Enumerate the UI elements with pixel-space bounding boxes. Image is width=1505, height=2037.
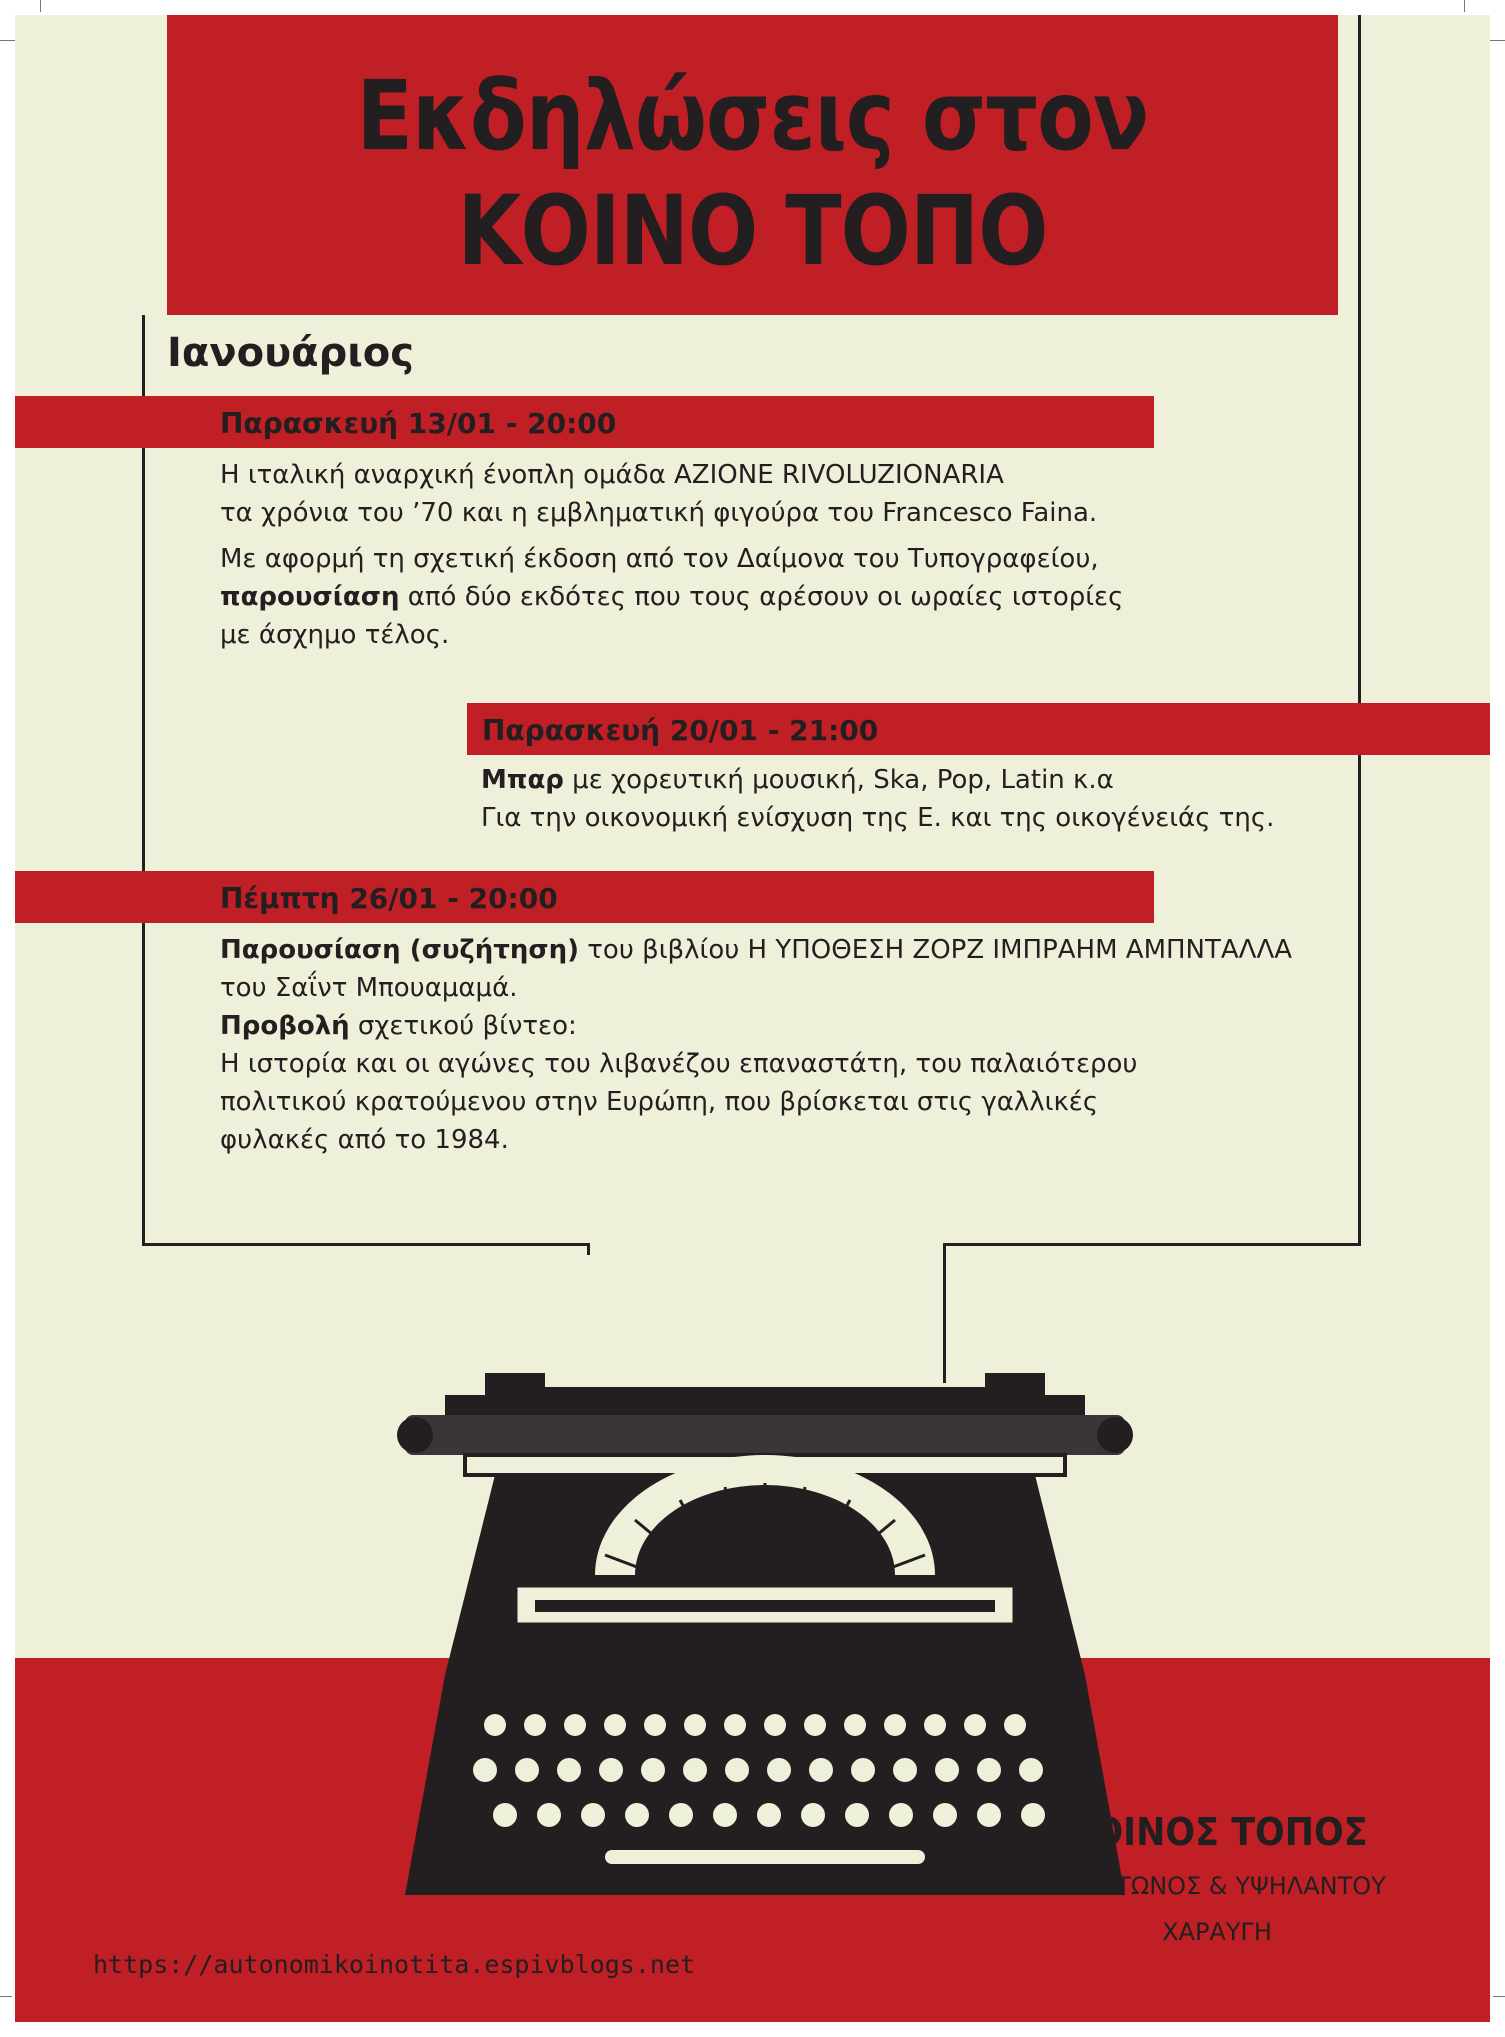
venue-name: ΚΟΙΝΟΣ ΤΟΠΟΣ xyxy=(1066,1810,1368,1854)
event-1-line: με άσχημο τέλος. xyxy=(220,620,450,650)
crop-mark xyxy=(40,0,41,12)
venue-area: ΧΑΡΑΥΓΗ xyxy=(1162,1918,1272,1946)
event-3-bold-term: Παρουσίαση (συζήτηση) xyxy=(220,935,580,965)
month-heading: Ιανουάριος xyxy=(167,330,414,376)
title-banner xyxy=(167,15,1338,315)
event-3-line: του Σαΐντ Μπουαμαμά. xyxy=(220,973,518,1003)
event-3-heading: Πέμπτη 26/01 - 20:00 xyxy=(220,882,558,915)
event-2-heading: Παρασκευή 20/01 - 21:00 xyxy=(482,714,879,747)
poster-title-line-2: ΚΟΙΝΟ ΤΟΠΟ xyxy=(457,175,1048,287)
event-1-line: Η ιταλική αναρχική ένοπλη ομάδα AZIONE RIVOLUZIONARIA xyxy=(220,460,1004,490)
event-3-line: πολιτικού κρατούμενου στην Ευρώπη, που βρίσκεται στις γαλλικές xyxy=(220,1087,1099,1117)
event-1-line: τα χρόνια του ’70 και η εμβληματική φιγούρα του Francesco Faina. xyxy=(220,498,1098,528)
event-3-line: Η ιστορία και οι αγώνες του λιβανέζου επαναστάτη, του παλαιότερου xyxy=(220,1049,1138,1079)
event-1-line: Με αφορμή τη σχετική έκδοση από τον Δαίμονα του Τυπογραφείου, xyxy=(220,544,1099,574)
event-3-line: Παρουσίαση (συζήτηση) του βιβλίου Η ΥΠΟΘΕΣΗ ΖΟΡΖ ΙΜΠΡΑΗΜ ΑΜΠΝΤΑΛΛΑ xyxy=(220,935,1293,965)
event-1-heading: Παρασκευή 13/01 - 20:00 xyxy=(220,407,617,440)
venue-address: ΠΛΟΥΤΩΝΟΣ & ΥΨΗΛΑΝΤΟΥ xyxy=(1048,1872,1386,1900)
poster xyxy=(15,15,1490,2022)
event-2-description xyxy=(481,761,1274,837)
event-1-line: παρουσίαση από δύο εκδότες που τους αρέσουν οι ωραίες ιστορίες xyxy=(220,582,1124,612)
event-3-description xyxy=(220,931,1292,1159)
event-2-line: Για την οικονομική ενίσχυση της Ε. και της οικογένειάς της. xyxy=(481,803,1275,833)
crop-mark xyxy=(0,1996,12,1997)
event-3-bar xyxy=(15,871,1154,923)
poster-title-line-1: Εκδηλώσεις στον xyxy=(356,60,1149,172)
event-1-description xyxy=(220,456,1123,654)
paper-frame-bottom-left xyxy=(142,1243,589,1246)
typewriter-illustration xyxy=(385,1255,1145,1925)
crop-mark xyxy=(1493,1996,1505,1997)
crop-mark xyxy=(1464,0,1465,12)
paper-frame-left xyxy=(142,315,145,1245)
event-2-line: Μπαρ με χορευτική μουσική, Ska, Pop, Latin κ.α xyxy=(481,765,1114,795)
paper-frame-right xyxy=(1358,15,1361,1245)
event-1-bold-term: παρουσίαση xyxy=(220,582,400,612)
website-link[interactable]: https://autonomikoinotita.espivblogs.net xyxy=(93,1950,696,1979)
event-3-line: Προβολή σχετικού βίντεο: xyxy=(220,1011,577,1041)
event-2-bold-term: Μπαρ xyxy=(481,765,564,795)
event-3-line: φυλακές από το 1984. xyxy=(220,1125,509,1155)
event-3-bold-term: Προβολή xyxy=(220,1011,350,1041)
paper-frame-bottom-right xyxy=(945,1243,1361,1246)
